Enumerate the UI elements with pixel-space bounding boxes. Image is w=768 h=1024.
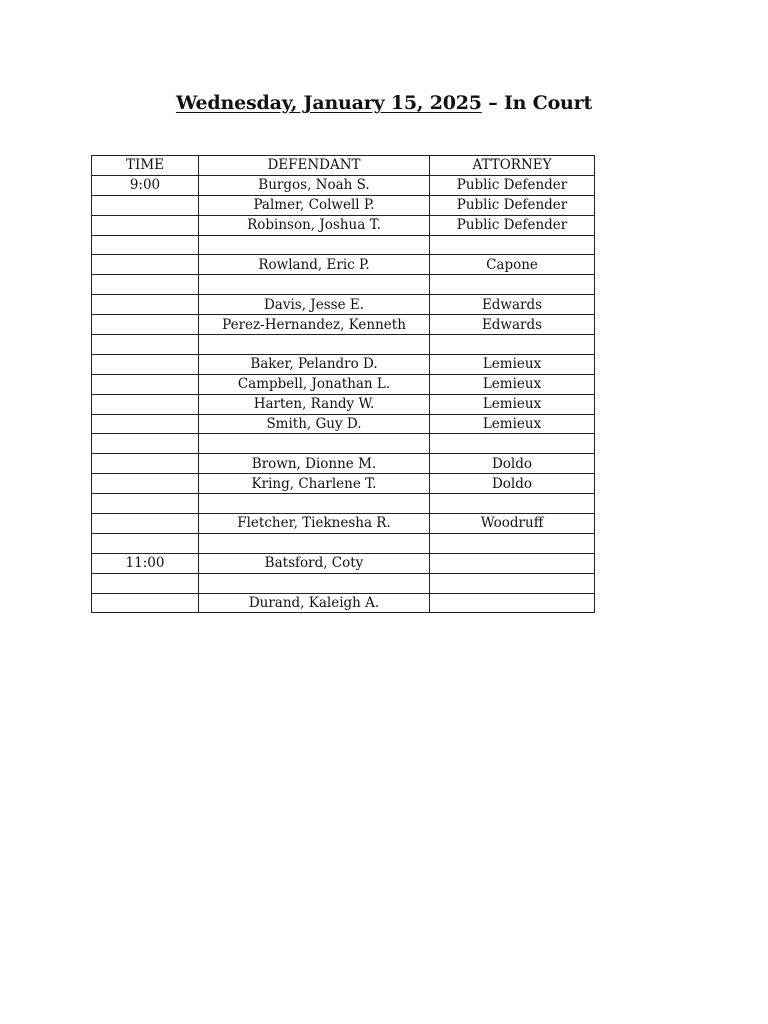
cell-attorney: Doldo	[430, 454, 595, 474]
table-header-row	[92, 156, 595, 176]
cell-attorney	[430, 533, 595, 553]
table-row	[92, 275, 595, 295]
cell-attorney	[430, 494, 595, 514]
cell-defendant	[199, 573, 430, 593]
cell-attorney: Lemieux	[430, 414, 595, 434]
cell-attorney	[430, 553, 595, 573]
cell-time	[92, 295, 199, 315]
cell-defendant: Robinson, Joshua T.	[199, 215, 430, 235]
table-row	[92, 573, 595, 593]
cell-time	[92, 434, 199, 454]
cell-time	[92, 315, 199, 335]
table-row	[92, 255, 595, 275]
table-row	[92, 494, 595, 514]
table-row	[92, 593, 595, 613]
cell-defendant	[199, 494, 430, 514]
cell-defendant: Burgos, Noah S.	[199, 175, 430, 195]
cell-attorney: Public Defender	[430, 215, 595, 235]
cell-time	[92, 195, 199, 215]
table-row	[92, 454, 595, 474]
cell-defendant	[199, 533, 430, 553]
cell-attorney	[430, 275, 595, 295]
cell-time	[92, 394, 199, 414]
cell-attorney: Lemieux	[430, 394, 595, 414]
cell-attorney: Woodruff	[430, 514, 595, 534]
cell-defendant: Durand, Kaleigh A.	[199, 593, 430, 613]
cell-time	[92, 514, 199, 534]
cell-time	[92, 573, 199, 593]
cell-defendant: Campbell, Jonathan L.	[199, 374, 430, 394]
cell-defendant	[199, 275, 430, 295]
table-row	[92, 315, 595, 335]
table-row	[92, 215, 595, 235]
header-defendant: DEFENDANT	[199, 156, 430, 176]
cell-defendant: Davis, Jesse E.	[199, 295, 430, 315]
table-row	[92, 175, 595, 195]
cell-defendant: Baker, Pelandro D.	[199, 354, 430, 374]
cell-defendant: Batsford, Coty	[199, 553, 430, 573]
cell-time	[92, 215, 199, 235]
cell-attorney: Edwards	[430, 295, 595, 315]
table-row	[92, 434, 595, 454]
cell-defendant: Rowland, Eric P.	[199, 255, 430, 275]
cell-attorney	[430, 573, 595, 593]
cell-time: 9:00	[92, 175, 199, 195]
cell-defendant: Perez-Hernandez, Kenneth	[199, 315, 430, 335]
cell-defendant	[199, 335, 430, 355]
title-date: Wednesday, January 15, 2025	[175, 92, 482, 114]
cell-time	[92, 255, 199, 275]
table-body	[92, 175, 595, 613]
cell-attorney	[430, 434, 595, 454]
table-row	[92, 474, 595, 494]
cell-defendant: Palmer, Colwell P.	[199, 195, 430, 215]
header-time: TIME	[92, 156, 199, 176]
cell-defendant: Smith, Guy D.	[199, 414, 430, 434]
table-row	[92, 533, 595, 553]
cell-time	[92, 454, 199, 474]
cell-time	[92, 374, 199, 394]
cell-time: 11:00	[92, 553, 199, 573]
page-title	[0, 92, 768, 114]
cell-defendant: Brown, Dionne M.	[199, 454, 430, 474]
cell-attorney: Public Defender	[430, 195, 595, 215]
title-suffix: – In Court	[481, 92, 593, 114]
cell-defendant	[199, 434, 430, 454]
cell-time	[92, 474, 199, 494]
cell-attorney	[430, 335, 595, 355]
cell-defendant: Kring, Charlene T.	[199, 474, 430, 494]
table-row	[92, 553, 595, 573]
cell-defendant: Fletcher, Tieknesha R.	[199, 514, 430, 534]
cell-attorney	[430, 235, 595, 255]
cell-time	[92, 494, 199, 514]
cell-time	[92, 414, 199, 434]
table-row	[92, 295, 595, 315]
cell-time	[92, 275, 199, 295]
table-row	[92, 354, 595, 374]
cell-time	[92, 354, 199, 374]
cell-attorney: Lemieux	[430, 374, 595, 394]
table-row	[92, 195, 595, 215]
cell-time	[92, 533, 199, 553]
cell-time	[92, 235, 199, 255]
cell-defendant	[199, 235, 430, 255]
cell-time	[92, 593, 199, 613]
cell-time	[92, 335, 199, 355]
table-row	[92, 514, 595, 534]
cell-attorney: Doldo	[430, 474, 595, 494]
cell-attorney: Lemieux	[430, 354, 595, 374]
table-row	[92, 394, 595, 414]
cell-attorney: Edwards	[430, 315, 595, 335]
header-attorney: ATTORNEY	[430, 156, 595, 176]
table-row	[92, 374, 595, 394]
table-row	[92, 414, 595, 434]
cell-attorney: Capone	[430, 255, 595, 275]
cell-attorney	[430, 593, 595, 613]
court-schedule-table	[91, 155, 595, 613]
table-row	[92, 235, 595, 255]
cell-attorney: Public Defender	[430, 175, 595, 195]
cell-defendant: Harten, Randy W.	[199, 394, 430, 414]
table-row	[92, 335, 595, 355]
